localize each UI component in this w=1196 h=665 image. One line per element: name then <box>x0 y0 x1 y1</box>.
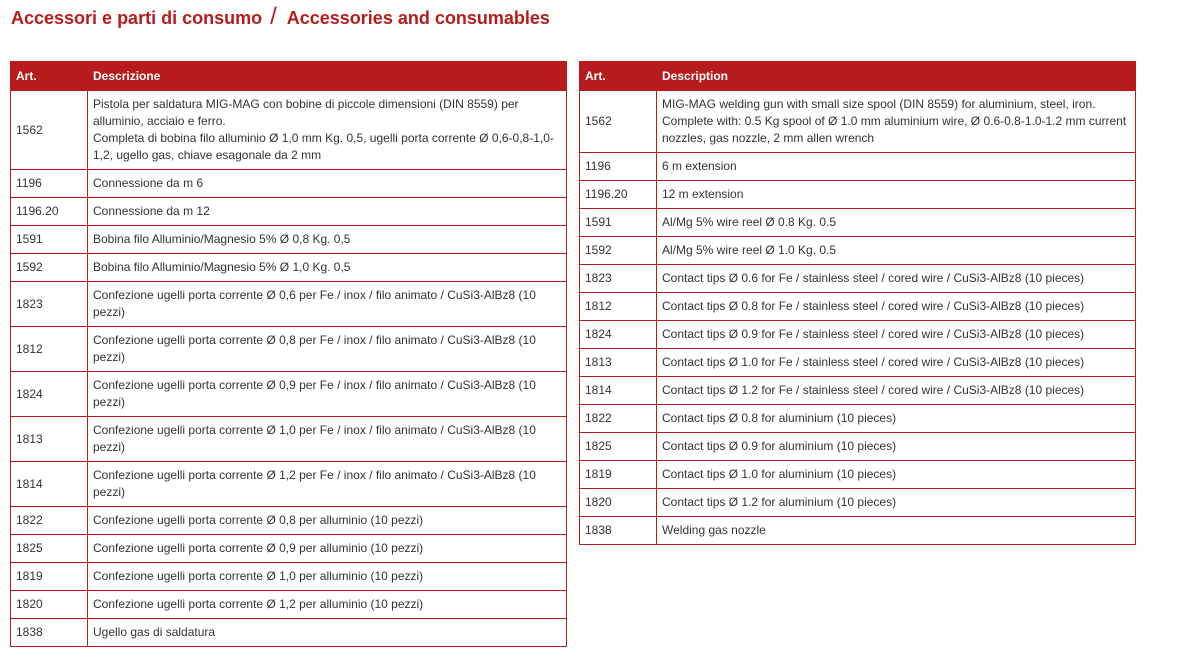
article-description: Confezione ugelli porta corrente Ø 1,2 per Fe / inox / filo animato / CuSi3-AlBz8 (10 pezzi) <box>88 462 567 507</box>
article-code: 1820 <box>580 489 657 517</box>
description-line: Completa di bobina filo alluminio Ø 1,0 mm Kg. 0,5, ugelli porta corrente Ø 0,6-0,8-1,0-1,2, ugello gas, chiave esagonale da 2 mm <box>93 131 554 162</box>
title-separator: / <box>270 3 277 30</box>
article-description: Welding gas nozzle <box>657 517 1136 545</box>
table-row <box>11 170 567 198</box>
article-code: 1825 <box>580 433 657 461</box>
table-row <box>580 405 1136 433</box>
article-code: 1819 <box>580 461 657 489</box>
article-description: Bobina filo Alluminio/Magnesio 5% Ø 0,8 Kg. 0,5 <box>88 226 567 254</box>
table-row <box>11 462 567 507</box>
table-row <box>580 265 1136 293</box>
table-row <box>11 91 567 170</box>
article-code: 1562 <box>11 91 88 170</box>
article-code: 1812 <box>580 293 657 321</box>
article-description: Confezione ugelli porta corrente Ø 1,0 per Fe / inox / filo animato / CuSi3-AlBz8 (10 pezzi) <box>88 417 567 462</box>
article-description: Connessione da m 6 <box>88 170 567 198</box>
article-code: 1838 <box>580 517 657 545</box>
column-header-art: Art. <box>11 62 88 91</box>
article-description <box>657 91 1136 153</box>
article-code: 1196.20 <box>11 198 88 226</box>
article-description: Contact tips Ø 1.2 for Fe / stainless steel / cored wire / CuSi3-AlBz8 (10 pieces) <box>657 377 1136 405</box>
table-row <box>580 209 1136 237</box>
article-code: 1591 <box>11 226 88 254</box>
article-description: Bobina filo Alluminio/Magnesio 5% Ø 1,0 Kg. 0,5 <box>88 254 567 282</box>
description-line: MIG-MAG welding gun with small size spool (DIN 8559) for aluminium, steel, iron. <box>662 97 1096 111</box>
article-description: Contact tips Ø 0.8 for Fe / stainless steel / cored wire / CuSi3-AlBz8 (10 pieces) <box>657 293 1136 321</box>
table-row <box>580 237 1136 265</box>
table-row <box>580 461 1136 489</box>
table-row <box>11 591 567 619</box>
article-description: Contact tips Ø 0.8 for aluminium (10 pieces) <box>657 405 1136 433</box>
table-row <box>580 489 1136 517</box>
article-description: Confezione ugelli porta corrente Ø 0,6 per Fe / inox / filo animato / CuSi3-AlBz8 (10 pezzi) <box>88 282 567 327</box>
table-row <box>11 619 567 647</box>
article-code: 1825 <box>11 535 88 563</box>
article-description: Al/Mg 5% wire reel Ø 0.8 Kg. 0.5 <box>657 209 1136 237</box>
table-row <box>580 377 1136 405</box>
article-description: Connessione da m 12 <box>88 198 567 226</box>
article-code: 1196 <box>11 170 88 198</box>
article-description: Confezione ugelli porta corrente Ø 0,8 per Fe / inox / filo animato / CuSi3-AlBz8 (10 pezzi) <box>88 327 567 372</box>
article-code: 1812 <box>11 327 88 372</box>
article-code: 1592 <box>11 254 88 282</box>
article-code: 1822 <box>11 507 88 535</box>
article-code: 1819 <box>11 563 88 591</box>
article-description <box>88 91 567 170</box>
article-description: Contact tips Ø 1.2 for aluminium (10 pieces) <box>657 489 1136 517</box>
table-header-row <box>580 62 1136 91</box>
article-description: Contact tips Ø 0.9 for Fe / stainless steel / cored wire / CuSi3-AlBz8 (10 pieces) <box>657 321 1136 349</box>
article-description: 12 m extension <box>657 181 1136 209</box>
article-description: Contact tips Ø 0.6 for Fe / stainless steel / cored wire / CuSi3-AlBz8 (10 pieces) <box>657 265 1136 293</box>
parts-table-english <box>579 61 1136 545</box>
article-description: Confezione ugelli porta corrente Ø 1,0 per alluminio (10 pezzi) <box>88 563 567 591</box>
title-italian: Accessori e parti di consumo <box>11 7 263 28</box>
table-row <box>580 349 1136 377</box>
page-title <box>11 3 550 33</box>
column-header-art: Art. <box>580 62 657 91</box>
article-description: Confezione ugelli porta corrente Ø 0,9 per Fe / inox / filo animato / CuSi3-AlBz8 (10 pezzi) <box>88 372 567 417</box>
table-row <box>11 198 567 226</box>
article-code: 1813 <box>580 349 657 377</box>
article-code: 1591 <box>580 209 657 237</box>
table-row <box>580 321 1136 349</box>
table-row <box>11 535 567 563</box>
article-code: 1823 <box>580 265 657 293</box>
table-row <box>11 507 567 535</box>
table-row <box>11 327 567 372</box>
title-english: Accessories and consumables <box>286 7 550 28</box>
article-description: Confezione ugelli porta corrente Ø 0,9 per alluminio (10 pezzi) <box>88 535 567 563</box>
table-row <box>580 433 1136 461</box>
column-header-description: Descrizione <box>88 62 567 91</box>
article-code: 1823 <box>11 282 88 327</box>
table-row <box>11 254 567 282</box>
article-description: Al/Mg 5% wire reel Ø 1.0 Kg. 0.5 <box>657 237 1136 265</box>
article-description: Confezione ugelli porta corrente Ø 1,2 per alluminio (10 pezzi) <box>88 591 567 619</box>
parts-table-italian <box>10 61 567 647</box>
table-row <box>11 417 567 462</box>
article-code: 1592 <box>580 237 657 265</box>
table-row <box>580 153 1136 181</box>
article-description: Contact tips Ø 0.9 for aluminium (10 pieces) <box>657 433 1136 461</box>
article-code: 1196 <box>580 153 657 181</box>
article-description: 6 m extension <box>657 153 1136 181</box>
article-code: 1814 <box>11 462 88 507</box>
article-description: Confezione ugelli porta corrente Ø 0,8 per alluminio (10 pezzi) <box>88 507 567 535</box>
article-code: 1814 <box>580 377 657 405</box>
article-description: Ugello gas di saldatura <box>88 619 567 647</box>
article-code: 1196.20 <box>580 181 657 209</box>
table-row <box>11 563 567 591</box>
article-code: 1562 <box>580 91 657 153</box>
article-description: Contact tips Ø 1.0 for Fe / stainless steel / cored wire / CuSi3-AlBz8 (10 pieces) <box>657 349 1136 377</box>
table-row <box>580 293 1136 321</box>
description-line: Pistola per saldatura MIG-MAG con bobine di piccole dimensioni (DIN 8559) per alluminio, acciaio e ferro. <box>93 97 519 128</box>
table-row <box>11 226 567 254</box>
table-row <box>580 517 1136 545</box>
description-line: Complete with: 0.5 Kg spool of Ø 1.0 mm aluminium wire, Ø 0.6-0.8-1.0-1.2 mm current nozzles, gas nozzle, 2 mm allen wrench <box>662 114 1127 145</box>
table-header-row <box>11 62 567 91</box>
article-code: 1813 <box>11 417 88 462</box>
article-description: Contact tips Ø 1.0 for aluminium (10 pieces) <box>657 461 1136 489</box>
table-row <box>11 282 567 327</box>
table-row <box>11 372 567 417</box>
article-code: 1822 <box>580 405 657 433</box>
article-code: 1820 <box>11 591 88 619</box>
column-header-description: Description <box>657 62 1136 91</box>
table-row <box>580 181 1136 209</box>
article-code: 1824 <box>580 321 657 349</box>
table-row <box>580 91 1136 153</box>
article-code: 1824 <box>11 372 88 417</box>
article-code: 1838 <box>11 619 88 647</box>
